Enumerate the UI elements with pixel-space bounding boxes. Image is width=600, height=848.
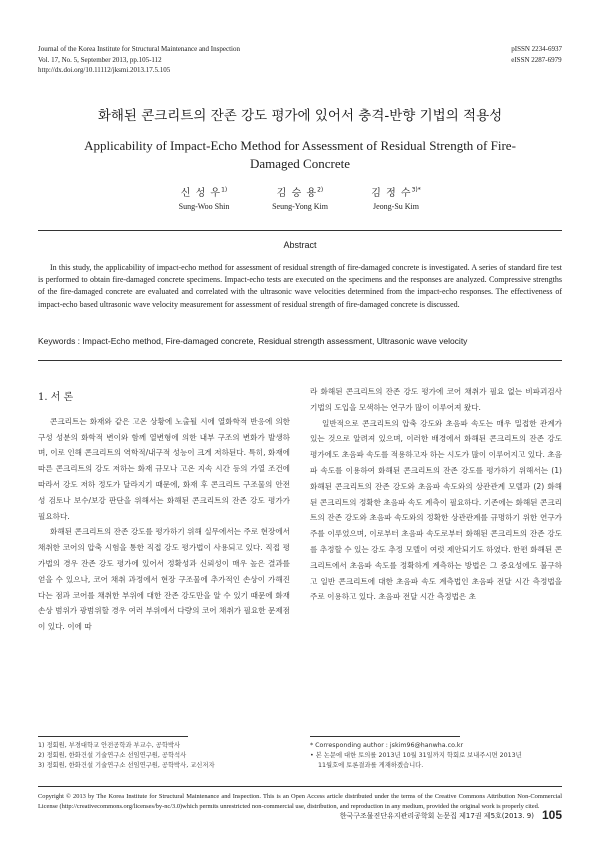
pissn: pISSN 2234-6937 [511, 45, 562, 53]
author-name-en: Seung-Yong Kim [272, 202, 328, 211]
doi-link[interactable]: http://dx.doi.org/10.11112/jksmi.2013.17.5.105 [38, 66, 171, 74]
abstract-bottom-rule [38, 360, 562, 361]
journal-header [38, 44, 240, 76]
issn-block [511, 44, 562, 65]
body-right-column [310, 384, 562, 605]
author-name-en: Sung-Woo Shin [178, 202, 230, 211]
copyright-rule [38, 786, 562, 787]
footnote-rule-right [310, 736, 460, 737]
abstract-heading: Abstract [283, 240, 317, 250]
author-3 [346, 184, 446, 211]
footnote: 11월호에 토론결과를 게재하겠습니다. [318, 762, 424, 769]
author-1 [154, 184, 254, 211]
author-2 [250, 184, 350, 211]
copyright-notice: Copyright © 2013 by The Korea Institute for Structural Maintenance and Inspection. This is an Open Access article distributed under the terms of the Creative Commons Attribution Non-Commercial License (http://creativecommons.org/licenses/by-nc/3.0)which permits unrestricted non-commercial use, distribution, and reproduction in any medium, provided the original work is properly cited. [38, 793, 562, 810]
abstract-text: In this study, the applicability of impact-echo method for assessment of residual strength of fire-damaged concrete is investigated. A series of standard fire test is performed to obtain fire-damaged concrete specimens. Impact-echo tests are executed on the specimens and the responses are analyzed. Compressive strengths of the fire-damaged concrete are evaluated and correlated with the ultrasonic wave velocities determined from the impact-echo responses. The effectiveness of impact-echo based ultrasonic wave velocity measurement for assessment of residual strength of fire-damaged concrete is discussed. [38, 263, 562, 309]
journal-name: Journal of the Korea Institute for Structural Maintenance and Inspection [38, 45, 240, 53]
paragraph: 일반적으로 콘크리트의 압축 강도와 초음파 속도는 매우 밀접한 관계가 있는 것으로 알려져 있으며, 이러한 배경에서 화해된 콘크리트의 잔존 강도 평가에도 초음파 속도를 적용하고자 하는 시도가 많이 이루어지고 있다. 초음파 속도를 이용하여 화해된 콘크리트의 잔존 강도를 평가하기 위해서는 (1) 화해된 콘크리트의 잔존 강도와 초음파 속도와의 상관관계 모델과 (2) 화해된 콘크리트의 정확한 초음파 속도 계측이 필요하다. 기존에는 화해된 콘크리트의 잔존 강도와 초음파 속도와의 정확한 상관관계를 규명하기 위한 연구가 주를 이루었으며, 이로부터 초음파 속도로부터 화해된 콘크리트의 잔존 강도를 추정할 수 있는 강도 추정 모델이 여럿 제안되기도 하였다. 한편 화해된 콘크리트에서 초음파 속도를 정확하게 계측하는 방법은 그 중요성에도 불구하고 일반 콘크리트에 대한 초음파 속도 계측법인 초음파 전달 시간 측정법을 주로 이용하고 있다. 초음파 전달 시간 측정법은 초 [310, 418, 562, 602]
title-korean: 화해된 콘크리트의 잔존 강도 평가에 있어서 충격-반향 기법의 적용성 [97, 108, 503, 124]
footnote: 2) 정회원, 한화건설 기술연구소 선임연구원, 공학석사 [38, 752, 187, 759]
footnotes-right [310, 741, 522, 771]
journal-volume: Vol. 17, No. 5, September 2013, pp.105-112 [38, 55, 162, 64]
author-name-en: Jeong-Su Kim [373, 202, 419, 211]
footnote: 3) 정회원, 한화건설 기술연구소 선임연구원, 공학박사, 교신저자 [38, 762, 215, 769]
author-name-ko: 김 정 수$^{3)*}$ [371, 186, 421, 199]
footer-journal: 한국구조물진단유지관리공학회 논문집 제17권 제5호(2013. 9) [339, 812, 534, 820]
paragraph: 콘크리트는 화재와 같은 고온 상황에 노출될 시에 열화학적 반응에 의한 구성 성분의 화학적 변이와 함께 열변형에 의한 내부 구조의 변화가 발생하며, 이로 인해 콘크리트의 역학적/내구적 성능이 크게 저하된다. 특히, 화재에 따른 콘크리트의 강도 저하는 화재 규모나 고온 지속 시간 등의 가열 조건에 따라서 강도 저하 정도가 달라지기 때문에, 화재 후 콘크리트 구조물의 안전성 검토나 보수/보강 판단을 위해서는 화해된 콘크리트의 잔존 강도 평가가 필요하다. [38, 416, 290, 521]
footnote: 1) 정회원, 부경대학교 안전공학과 부교수, 공학박사 [38, 742, 181, 749]
keywords: Keywords : Impact-Echo method, Fire-damaged concrete, Residual strength assessment, Ultrasonic wave velocity [38, 336, 468, 346]
paragraph: 라 화해된 콘크리트의 잔존 강도 평가에 코어 채취가 필요 없는 비파괴검사 기법의 도입을 모색하는 연구가 많이 이루어져 왔다. [310, 387, 562, 412]
body-left-column [38, 390, 290, 635]
corresponding-author: * Corresponding author : jskim96@hanwha.co.kr [310, 742, 464, 749]
page-number: 105 [541, 808, 562, 822]
title-english: Applicability of Impact-Echo Method for Assessment of Residual Strength of Fire-Damaged Concrete [84, 138, 516, 171]
paragraph: 화해된 콘크리트의 잔존 강도를 평가하기 위해 실무에서는 주로 현장에서 채취한 코어의 압축 시험을 통한 직접 강도 평가법이 사용되고 있다. 직접 평가법의 경우 잔존 강도 평가에 있어서 정확성과 신뢰성이 매우 높은 결과를 얻을 수 있으나, 코어 채취 과정에서 현장 구조물에 추가적인 손상이 가해진다는 점과 코어를 채취한 부위에 대한 잔존 강도만을 알 수 있기 때문에 화재 손상 범위가 광범위할 경우 여러 부위에서 다량의 코어 채취가 필요한 문제점이 있다. 이에 따 [38, 527, 290, 632]
section-title: 1. 서 론 [38, 392, 74, 403]
footnotes-left [38, 741, 215, 771]
footnote-rule-left [38, 736, 188, 737]
abstract-top-rule [38, 230, 562, 231]
footnote: • 본 논문에 대한 토의를 2013년 10월 31일까지 학회로 보내주시면 2013년 [310, 752, 522, 759]
eissn: eISSN 2287-6979 [511, 55, 562, 64]
author-name-ko: 김 승 용$^{2)}$ [276, 186, 324, 199]
page-footer [340, 808, 562, 822]
author-name-ko: 신 성 우$^{1)}$ [180, 186, 228, 199]
